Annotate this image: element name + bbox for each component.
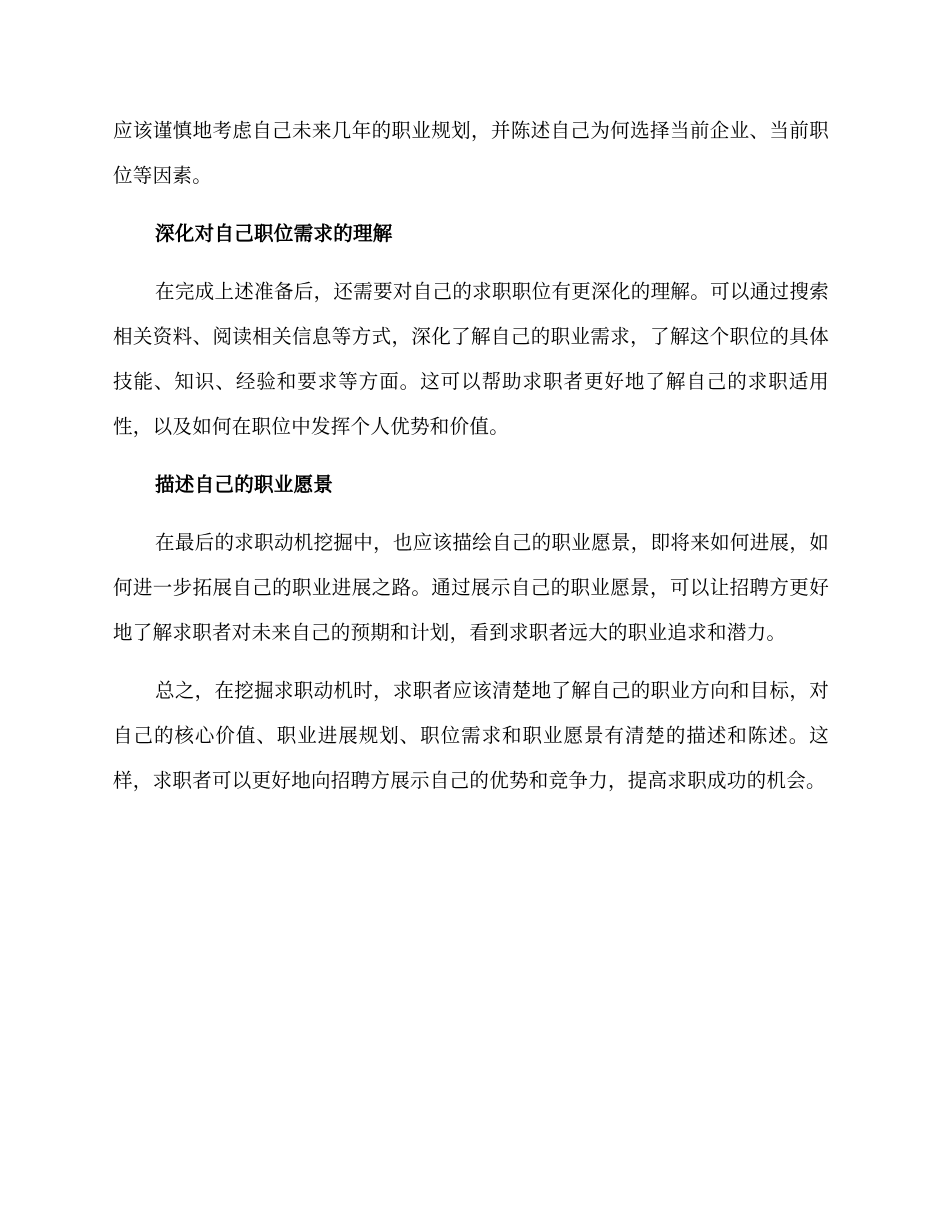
paragraph-conclusion: 总之，在挖掘求职动机时，求职者应该清楚地了解自己的职业方向和目标，对自己的核心价值、职业进展规划、职位需求和职业愿景有清楚的描述和陈述。这样，求职者可以更好地向招聘方展示自己的优势和竞争力，提高求职成功的机会。 xyxy=(113,679,829,792)
section-heading-job-requirements: 深化对自己职位需求的理解 xyxy=(155,222,393,245)
section-heading-career-vision: 描述自己的职业愿景 xyxy=(155,473,334,496)
paragraph-job-requirements: 在完成上述准备后，还需要对自己的求职职位有更深化的理解。可以通过搜索相关资料、阅读相关信息等方式，深化了解自己的职业需求，了解这个职位的具体技能、知识、经验和要求等方面。这可以帮助求职者更好地了解自己的求职适用性，以及如何在职位中发挥个人优势和价值。 xyxy=(113,280,829,438)
paragraph-continuation: 应该谨慎地考虑自己未来几年的职业规划，并陈述自己为何选择当前企业、当前职位等因素。 xyxy=(113,119,829,187)
paragraph-career-vision: 在最后的求职动机挖掘中，也应该描绘自己的职业愿景，即将来如何进展，如何进一步拓展自己的职业进展之路。通过展示自己的职业愿景，可以让招聘方更好地了解求职者对未来自己的预期和计划，看到求职者远大的职业追求和潜力。 xyxy=(113,531,829,644)
document-body xyxy=(113,108,829,803)
spacer xyxy=(113,198,829,211)
spacer xyxy=(113,256,829,269)
spacer xyxy=(113,655,829,668)
spacer xyxy=(113,449,829,462)
spacer xyxy=(113,507,829,520)
